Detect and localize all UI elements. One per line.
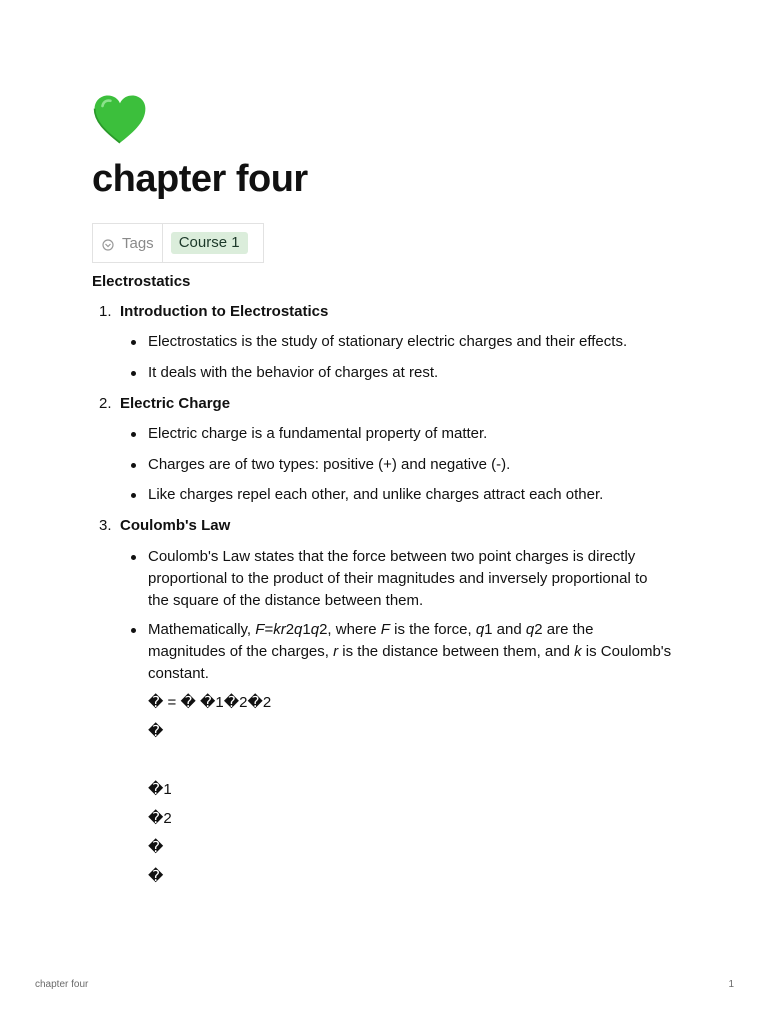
topic-title: Introduction to Electrostatics <box>120 303 329 320</box>
list-item: Like charges repel each other, and unlike charges attract each other. <box>120 484 672 506</box>
list-item: Electrostatics is the study of stationary electric charges and their effects. <box>120 331 672 353</box>
math-var: r <box>333 643 339 660</box>
tags-property[interactable] <box>92 223 264 263</box>
math-text: = <box>264 621 274 638</box>
math-var: q <box>294 621 303 638</box>
math-var: k <box>273 621 281 638</box>
garbled-line: � <box>148 723 164 740</box>
math-var: q <box>525 621 535 638</box>
garbled-line: � <box>148 839 164 856</box>
section-heading: Electrostatics <box>92 273 191 290</box>
math-text: is the force, <box>389 621 476 638</box>
math-var: F <box>380 621 390 638</box>
math-text: is the distance between them, and <box>338 643 575 660</box>
garbled-line: �2 <box>148 810 172 827</box>
green-heart-icon <box>92 92 148 148</box>
topic-item <box>92 515 672 888</box>
list-item: Coulomb's Law states that the force between two point charges is directly proportional to the product of their magnitudes and inversely proportional to the square of the distance between them. <box>120 546 672 612</box>
math-text: Mathematically, <box>148 621 256 638</box>
math-var: q <box>310 621 320 638</box>
tags-property-name <box>93 224 163 262</box>
topic-title: Coulomb's Law <box>120 517 231 534</box>
math-text: is Coulomb's constant. <box>148 643 672 682</box>
footer-title: chapter four <box>35 979 89 990</box>
math-text: 2 are the magnitudes of the charges, <box>148 621 594 660</box>
math-text: 1 and <box>484 621 526 638</box>
tags-property-icon <box>102 239 114 251</box>
garbled-line <box>148 750 672 772</box>
topic-item <box>92 301 672 384</box>
tag-chip-course-1[interactable]: Course 1 <box>171 232 248 254</box>
math-var: k <box>574 643 582 660</box>
math-text: 2, where <box>319 621 381 638</box>
garbled-line: �1 <box>148 781 172 798</box>
bullet-list <box>120 331 672 384</box>
topic-number: 3. <box>99 517 112 534</box>
bullet-list <box>120 546 672 685</box>
page-title: chapter four <box>92 158 308 200</box>
tags-property-value[interactable] <box>163 224 263 262</box>
math-text: 2 <box>285 621 295 638</box>
math-var: r <box>280 621 286 638</box>
list-item: It deals with the behavior of charges at rest. <box>120 362 672 384</box>
garbled-equation-block <box>120 692 672 888</box>
footer-page-number: 1 <box>728 979 734 990</box>
math-var: F <box>255 621 265 638</box>
page-content <box>92 92 672 888</box>
list-item: Charges are of two types: positive (+) and negative (-). <box>120 454 672 476</box>
topic-number: 2. <box>99 395 112 412</box>
list-item: Electric charge is a fundamental property of matter. <box>120 423 672 445</box>
list-item-math <box>120 619 672 685</box>
topic-number: 1. <box>99 303 112 320</box>
garbled-line: � <box>148 868 164 885</box>
bullet-list <box>120 423 672 506</box>
topic-item <box>92 393 672 506</box>
math-var: q <box>475 621 485 638</box>
garbled-line: � = � �1�2�2 <box>148 694 272 711</box>
topic-title: Electric Charge <box>120 395 231 412</box>
tags-label: Tags <box>122 234 154 252</box>
topics-list <box>92 301 672 888</box>
math-text: 1 <box>302 621 311 638</box>
